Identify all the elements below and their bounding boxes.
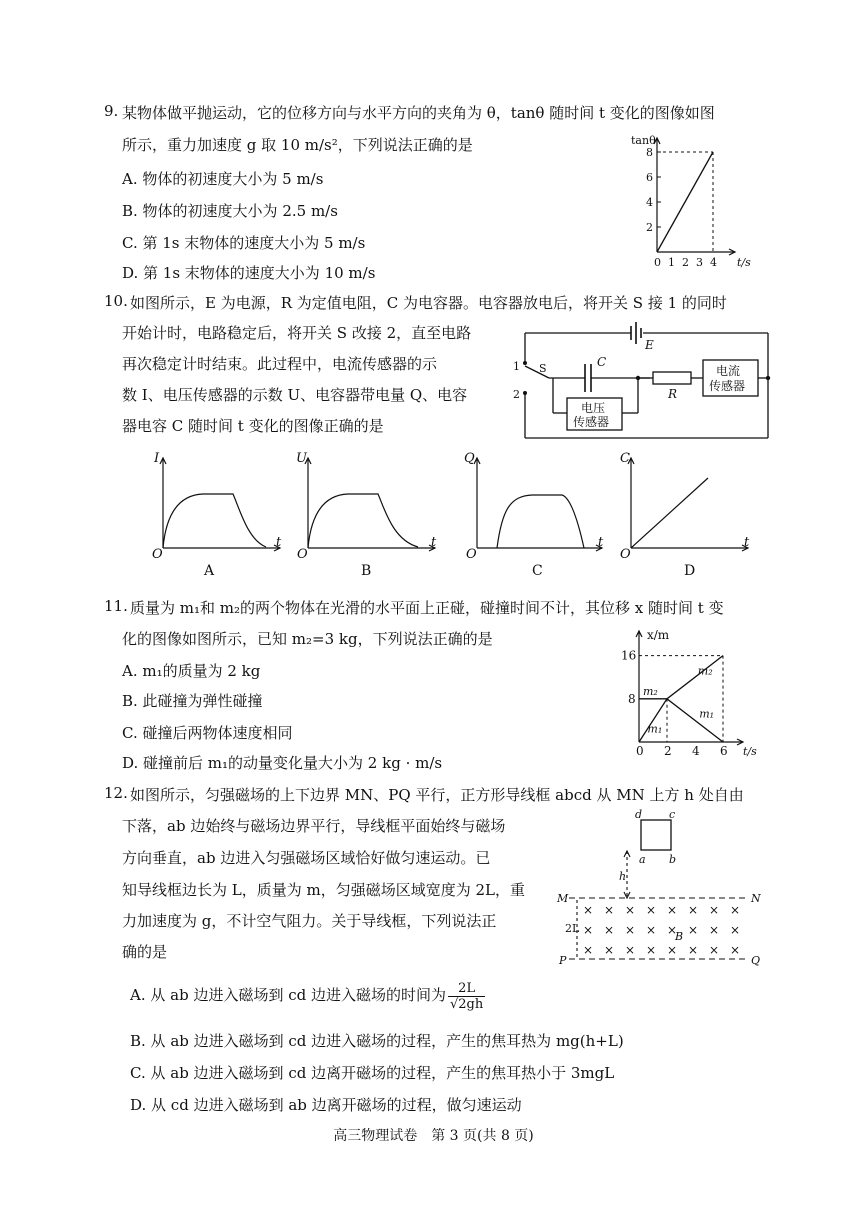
q10-line2: 开始计时，电路稳定后，将开关 S 改接 2，直至电路 (122, 324, 472, 342)
frame-label-b: b (669, 853, 677, 866)
field-cross: × (688, 943, 699, 957)
circuit-label-pos2: 2 (513, 388, 520, 401)
q12-option-a (130, 975, 485, 1015)
x-tick-label: 0 (654, 256, 661, 269)
q12-magnetic-field-diagram (555, 808, 770, 973)
field-cross: × (667, 943, 678, 957)
field-cross: × (583, 923, 594, 937)
field-cross: × (730, 943, 741, 957)
field-cross: × (730, 903, 741, 917)
q9-option-d: D. 第 1s 末物体的速度大小为 10 m/s (122, 264, 376, 282)
y-tick-label: 4 (646, 196, 653, 209)
data-line (657, 152, 713, 252)
q9-stem-line2: 所示，重力加速度 g 取 10 m/s²，下列说法正确的是 (122, 136, 473, 154)
field-cross: × (667, 923, 678, 937)
graph-c-xlabel: t (598, 535, 604, 550)
x-tick-label: 2 (682, 256, 689, 269)
q9-tan-theta-chart (625, 130, 775, 280)
field-cross: × (709, 903, 720, 917)
q12-option-c: C. 从 ab 边进入磁场到 cd 边离开磁场的过程，产生的焦耳热小于 3mgL (130, 1064, 615, 1082)
q11-option-d: D. 碰撞前后 m₁的动量变化量大小为 2 kg · m/s (122, 754, 443, 772)
field-label-b: B (675, 930, 684, 943)
circuit-label-pos1: 1 (513, 360, 520, 373)
x-tick-label: 6 (720, 744, 728, 758)
y-tick-label: 2 (646, 221, 653, 234)
x-axis-label: t/s (743, 745, 757, 758)
q9-option-a: A. 物体的初速度大小为 5 m/s (122, 170, 324, 188)
fraction-denominator: √2gh (450, 996, 484, 1012)
field-cross: × (688, 903, 699, 917)
voltage-sensor-label-2: 传感器 (573, 415, 610, 429)
q11-option-b: B. 此碰撞为弹性碰撞 (122, 692, 263, 710)
field-cross: × (730, 923, 741, 937)
series-label-m2-after: m₂ (697, 664, 713, 678)
x-tick-label: 4 (710, 256, 717, 269)
y-tick-label: 8 (628, 691, 636, 706)
graph-a-xlabel: t (276, 535, 282, 550)
series-label-m1-before: m₁ (647, 722, 663, 736)
q10-line3: 再次稳定计时结束。此过程中，电流传感器的示 (122, 355, 438, 373)
q12-line5: 力加速度为 g，不计空气阻力。关于导线框，下列说法正 (122, 912, 497, 930)
q11-option-a: A. m₁的质量为 2 kg (122, 662, 261, 680)
circuit-label-r: R (668, 387, 678, 401)
field-cross: × (709, 943, 720, 957)
graph-b-letter: B (361, 563, 372, 579)
y-axis-label: tanθ (631, 134, 656, 147)
x-tick-label: 3 (696, 256, 703, 269)
fraction-numerator: 2L (448, 981, 485, 997)
page-footer: 高三物理试卷 第 3 页(共 8 页) (333, 1128, 534, 1144)
field-cross: × (625, 903, 636, 917)
graph-d-xlabel: t (744, 535, 750, 550)
field-cross: × (667, 903, 678, 917)
x-axis-label: t/s (737, 256, 751, 269)
y-tick-label: 6 (646, 171, 653, 184)
boundary-label-m: M (557, 892, 569, 905)
field-cross: × (646, 903, 657, 917)
q10-graph-a (148, 450, 288, 585)
q11-stem-line1: 质量为 m₁和 m₂的两个物体在光滑的水平面上正碰，碰撞时间不计，其位移 x 随时间 t 变 (130, 599, 724, 617)
graph-d-letter: D (684, 563, 696, 579)
q10-line1: 如图所示，E 为电源，R 为定值电阻，C 为电容器。电容器放电后，将开关 S 接 1 的同时 (130, 294, 727, 312)
circuit-label-s: S (539, 362, 547, 375)
boundary-label-p: P (559, 954, 567, 967)
q9-stem-line1: 某物体做平抛运动，它的位移方向与水平方向的夹角为 θ，tanθ 随时间 t 变化的图像如图 (122, 104, 715, 122)
circuit-label-c: C (597, 355, 607, 369)
graph-c-letter: C (532, 563, 543, 579)
q9-option-c: C. 第 1s 末物体的速度大小为 5 m/s (122, 234, 366, 252)
q10-line5: 器电容 C 随时间 t 变化的图像正确的是 (122, 417, 384, 435)
x-tick-label: 1 (668, 256, 675, 269)
graph-b-origin: O (297, 547, 308, 562)
current-sensor-label-2: 传感器 (709, 379, 746, 393)
frame-label-c: c (669, 808, 676, 821)
frame-label-a: a (639, 853, 646, 866)
graph-a-letter: A (204, 563, 215, 579)
y-tick-label: 16 (621, 648, 637, 663)
y-tick-label: 8 (646, 146, 653, 159)
q11-displacement-chart (615, 625, 775, 760)
y-axis-label: x/m (647, 628, 670, 642)
x-tick-label: 4 (692, 744, 700, 758)
graph-c-ylabel: Q (464, 451, 475, 466)
q10-line4: 数 I、电压传感器的示数 U、电容器带电量 Q、电容 (122, 386, 468, 404)
graph-a-ylabel: I (154, 451, 160, 466)
q12-line6: 确的是 (122, 943, 168, 961)
q10-graph-d (616, 450, 756, 585)
voltage-sensor-label-1: 电压 (581, 401, 606, 415)
q12-line1: 如图所示，匀强磁场的上下边界 MN、PQ 平行，正方形导线框 abcd 从 MN 上方 h 处自由 (130, 786, 744, 804)
series-label-m1-after: m₁ (699, 707, 715, 721)
series-label-m2-before: m₂ (643, 684, 658, 698)
q11-number: 11. (104, 597, 128, 615)
circuit-label-e: E (645, 338, 654, 352)
field-crosses (583, 903, 740, 957)
field-cross: × (604, 903, 615, 917)
graph-b-ylabel: U (296, 451, 307, 466)
graph-d-origin: O (620, 547, 631, 562)
q12-option-d: D. 从 cd 边进入磁场到 ab 边离开磁场的过程，做匀速运动 (130, 1096, 522, 1114)
q9-number: 9. (104, 102, 119, 120)
field-cross: × (625, 923, 636, 937)
q10-graph-b (293, 450, 443, 585)
q12-line4: 知导线框边长为 L，质量为 m，匀强磁场区域宽度为 2L，重 (122, 881, 525, 899)
field-cross: × (604, 923, 615, 937)
field-cross: × (604, 943, 615, 957)
q12-option-b: B. 从 ab 边进入磁场到 cd 边进入磁场的过程，产生的焦耳热为 mg(h+L) (130, 1032, 624, 1050)
field-cross: × (709, 923, 720, 937)
width-label-2l: 2L (565, 922, 580, 935)
current-sensor-label-1: 电流 (716, 364, 741, 378)
q12-line3: 方向垂直，ab 边进入匀强磁场区域恰好做匀速运动。已 (122, 849, 491, 867)
x-tick-label: 2 (664, 744, 672, 758)
graph-c-origin: O (466, 547, 477, 562)
q10-graph-c (462, 450, 612, 585)
boundary-label-q: Q (751, 954, 761, 967)
q12-line2: 下落，ab 边始终与磁场边界平行，导线框平面始终与磁场 (122, 817, 506, 835)
boundary-label-n: N (751, 892, 761, 905)
field-cross: × (583, 903, 594, 917)
field-cross: × (646, 943, 657, 957)
height-label-h: h (619, 870, 627, 883)
q12-option-a-text: A. 从 ab 边进入磁场到 cd 边进入磁场的时间为 (130, 986, 446, 1004)
graph-d-ylabel: C (620, 451, 630, 466)
q10-circuit-diagram (505, 318, 780, 448)
q10-number: 10. (104, 292, 128, 310)
q9-option-b: B. 物体的初速度大小为 2.5 m/s (122, 202, 338, 220)
q11-stem-line2: 化的图像如图所示，已知 m₂=3 kg，下列说法正确的是 (122, 630, 493, 648)
field-cross: × (688, 923, 699, 937)
x-tick-label: 0 (636, 744, 644, 758)
frame-label-d: d (635, 808, 643, 821)
field-cross: × (625, 943, 636, 957)
q12-option-a-fraction (448, 981, 485, 1012)
field-cross: × (646, 923, 657, 937)
q12-number: 12. (104, 784, 128, 802)
graph-a-origin: O (152, 547, 163, 562)
q11-option-c: C. 碰撞后两物体速度相同 (122, 724, 293, 742)
field-cross: × (583, 943, 594, 957)
graph-b-xlabel: t (431, 535, 437, 550)
